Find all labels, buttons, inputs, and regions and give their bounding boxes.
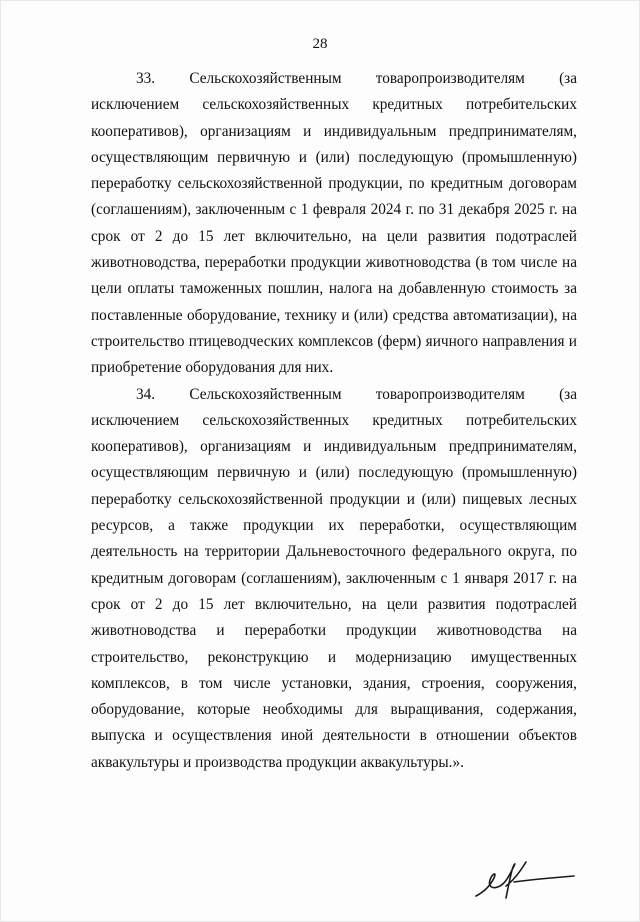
document-body — [91, 66, 577, 776]
paragraph-33: 33. Сельскохозяйственным товаропроизводителям (за исключением сельскохозяйственных кредитных потребительских кооперативов), организациям и индивидуальным предпринимателям, осуществляющим первичную и (или) последующую (промышленную) переработку сельскохозяйственной продукции, по кредитным договорам (соглашениям), заключенным с 1 февраля 2024 г. по 31 декабря 2025 г. на срок от 2 до 15 лет включительно, на цели развития подотраслей животноводства, переработки продукции животноводства (в том числе на цели оплаты таможенных пошлин, налога на добавленную стоимость за поставленные оборудование, технику и (или) средства автоматизации), на строительство птицеводческих комплексов (ферм) яичного направления и приобретение оборудования для них. — [91, 70, 577, 377]
paragraph-34: 34. Сельскохозяйственным товаропроизводителям (за исключением сельскохозяйственных кредитных потребительских кооперативов), организациям и индивидуальным предпринимателям, осуществляющим первичную и (или) последующую (промышленную) переработку сельскохозяйственной продукции и (или) пищевых лесных ресурсов, а также продукции их переработки, осуществляющим деятельность на территории Дальневосточного федерального округа, по кредитным договорам (соглашениям), заключенным с 1 января 2017 г. на срок от 2 до 15 лет включительно, на цели развития подотраслей животноводства и переработки продукции животноводства на строительство, реконструкцию и модернизацию имущественных комплексов, в том числе установки, здания, строения, сооружения, оборудование, которые необходимы для выращивания, содержания, выпуска и осуществления иной деятельности в отношении объектов аквакультуры и производства продукции аквакультуры.». — [91, 385, 577, 771]
page-number: 28 — [312, 36, 328, 52]
handwritten-signature — [470, 856, 580, 902]
